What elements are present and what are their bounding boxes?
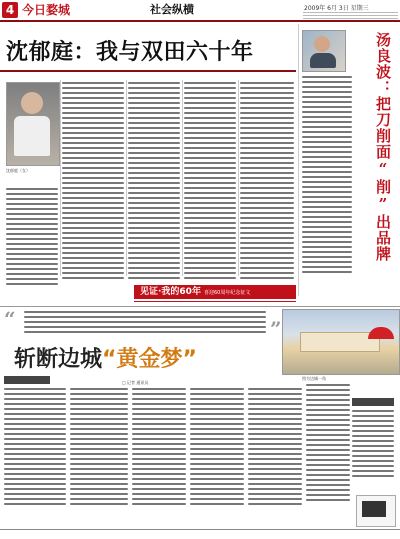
column-divider-2 [126,80,127,276]
bottom-byline: □ 记者 通讯员 [122,380,149,385]
banner-stripe [134,301,296,302]
bottom-column-7 [352,410,394,480]
right-article-column [302,76,352,276]
issue-date: 2009年 6月 3日 星期三 [304,5,369,12]
bottom-column-1 [4,388,66,508]
portrait-shoulders-right [310,53,336,68]
bottom-column-4 [190,388,244,508]
right-vertical-headline: 汤良波：把刀削面“削”出品牌 [374,32,392,262]
page-number: 4 [2,2,18,18]
column-divider-1 [60,80,61,276]
quote-mark-right-icon: ” [270,317,282,341]
portrait-body-shape [14,116,50,156]
section-title: 社会纵横 [150,3,194,16]
quote-mark-left-icon: “ [4,307,16,331]
landscape-photo-caption: 图为边城一角 [302,376,326,381]
bottom-column-6 [306,384,350,504]
footer-rule [0,529,400,530]
headline-rule [0,70,296,72]
bottom-headline [14,347,197,373]
bottom-column-3 [132,388,186,508]
portrait-head-right [314,36,330,52]
article-column-3 [184,82,236,282]
column-divider-3 [182,80,183,276]
banner-title: 见证·我的60年 [140,287,201,297]
paper-name: 今日婺城 [22,3,71,17]
bottom-headline-part2: “黄金梦” [102,347,197,372]
banner-60-years [134,285,296,299]
article-column-1 [62,82,124,282]
header-meta-lines [303,12,398,22]
portrait-caption: 沈郁庭（女） [6,168,30,173]
main-headline: 沈郁庭：我与双田六十年 [6,40,254,65]
bottom-column-2 [70,388,128,508]
article-column-4 [240,82,294,282]
portrait-head-shape [21,92,43,114]
bottom-headline-part1: 斩断边城 [14,347,103,372]
banner-subtitle: 喜迎60周年纪念征文 [203,290,251,296]
bottom-subheading-right [352,398,394,406]
bottom-subheading-left [4,376,50,384]
bottom-lead-text [24,311,266,336]
article-column-left-below-photo [6,188,58,288]
small-inset-image [362,501,386,517]
column-divider-4 [238,80,239,276]
bottom-column-5 [248,388,302,508]
article-column-2 [128,82,180,282]
